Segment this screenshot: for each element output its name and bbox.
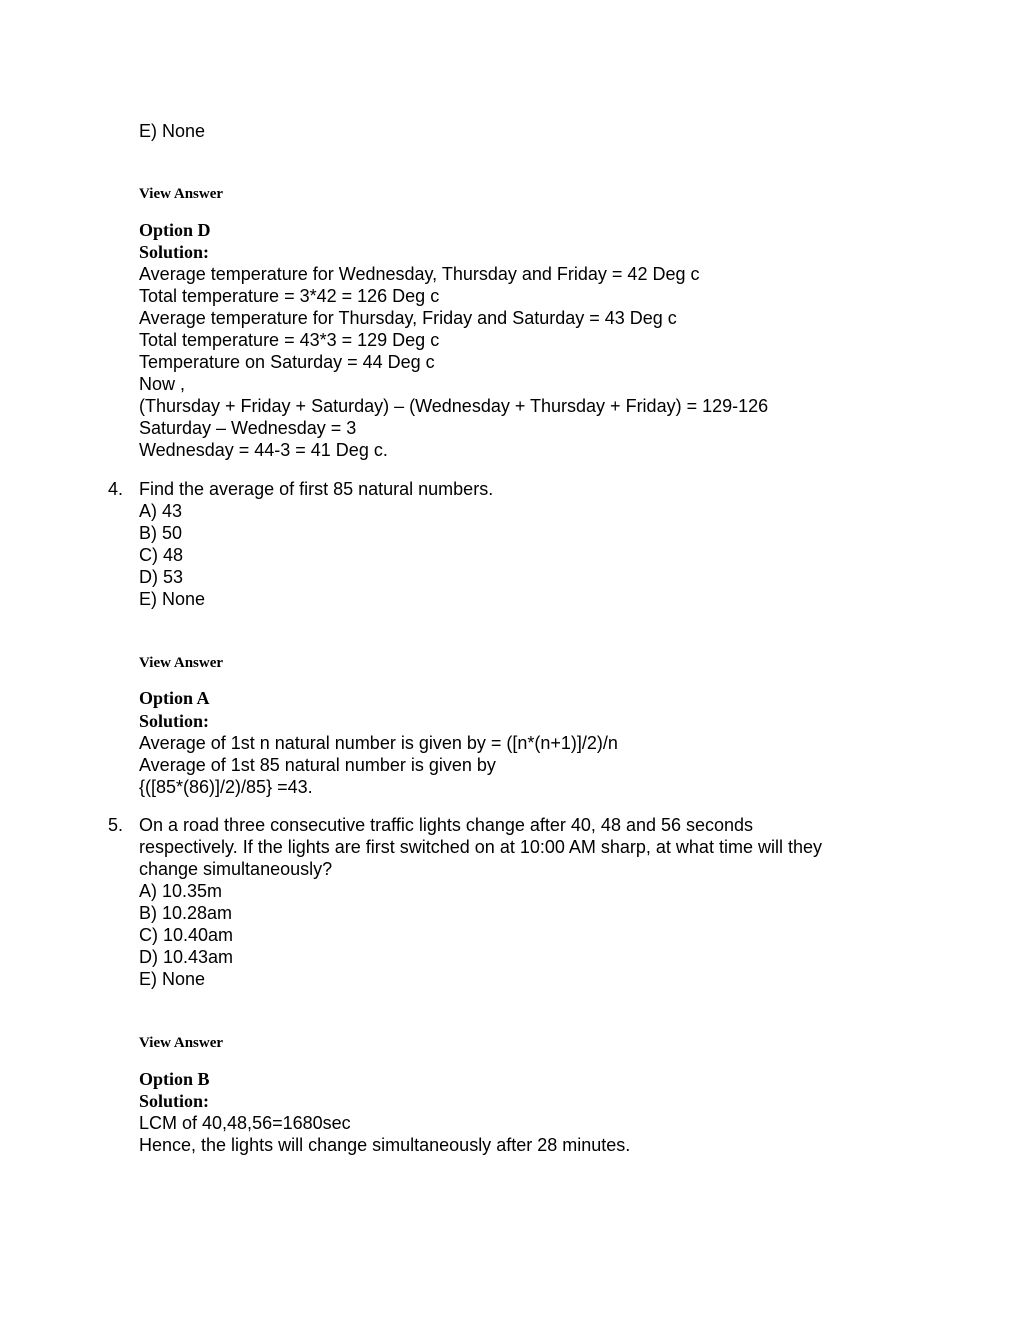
q4-answer: Option A	[139, 688, 210, 708]
q5-solution	[139, 1112, 630, 1156]
q3-answer: Option D	[139, 220, 211, 240]
question-text: change simultaneously?	[139, 859, 333, 879]
solution-line: Hence, the lights will change simultaneously after 28 minutes.	[139, 1135, 631, 1155]
option: A) 10.35m	[139, 881, 223, 901]
q4-solution	[139, 732, 618, 798]
option: B) 10.28am	[139, 903, 233, 923]
q5-view-answer-link[interactable]: View Answer	[139, 1035, 224, 1051]
solution-line: LCM of 40,48,56=1680sec	[139, 1113, 351, 1133]
option: D) 53	[139, 567, 184, 587]
question-number: 5.	[108, 815, 124, 835]
q3-solution-label: Solution:	[139, 242, 210, 262]
option: E) None	[139, 969, 206, 989]
q5-question	[108, 814, 822, 990]
solution-line: {([85*(86)]/2)/85} =43.	[139, 777, 313, 797]
q5-answer: Option B	[139, 1069, 210, 1089]
question-text: Find the average of first 85 natural numbers.	[139, 479, 494, 499]
q4-solution-label: Solution:	[139, 711, 210, 731]
solution-line: Now ,	[139, 374, 186, 394]
option: C) 10.40am	[139, 925, 234, 945]
solution-line: (Thursday + Friday + Saturday) – (Wednesday + Thursday + Friday) = 129-126	[139, 396, 769, 416]
solution-line: Temperature on Saturday = 44 Deg c	[139, 352, 435, 372]
solution-line: Total temperature = 3*42 = 126 Deg c	[139, 286, 440, 306]
solution-line: Average temperature for Wednesday, Thursday and Friday = 42 Deg c	[139, 264, 700, 284]
q3-view-answer-link[interactable]: View Answer	[139, 186, 224, 202]
question-text: respectively. If the lights are first switched on at 10:00 AM sharp, at what time will they	[139, 837, 822, 857]
option: C) 48	[139, 545, 184, 565]
q3-solution	[139, 263, 768, 461]
solution-line: Total temperature = 43*3 = 129 Deg c	[139, 330, 440, 350]
solution-line: Saturday – Wednesday = 3	[139, 418, 357, 438]
q4-question	[108, 478, 494, 610]
option: D) 10.43am	[139, 947, 234, 967]
option: E) None	[139, 589, 206, 609]
q4-view-answer-link[interactable]: View Answer	[139, 655, 224, 671]
solution-line: Wednesday = 44-3 = 41 Deg c.	[139, 440, 388, 460]
option: B) 50	[139, 523, 183, 543]
question-text: On a road three consecutive traffic lights change after 40, 48 and 56 seconds	[139, 815, 754, 835]
q3-option-e: E) None	[139, 121, 206, 141]
option: A) 43	[139, 501, 183, 521]
solution-line: Average of 1st n natural number is given by = ([n*(n+1)]/2)/n	[139, 733, 618, 753]
q5-solution-label: Solution:	[139, 1091, 210, 1111]
solution-line: Average temperature for Thursday, Friday and Saturday = 43 Deg c	[139, 308, 677, 328]
solution-line: Average of 1st 85 natural number is given by	[139, 755, 496, 775]
question-number: 4.	[108, 479, 124, 499]
